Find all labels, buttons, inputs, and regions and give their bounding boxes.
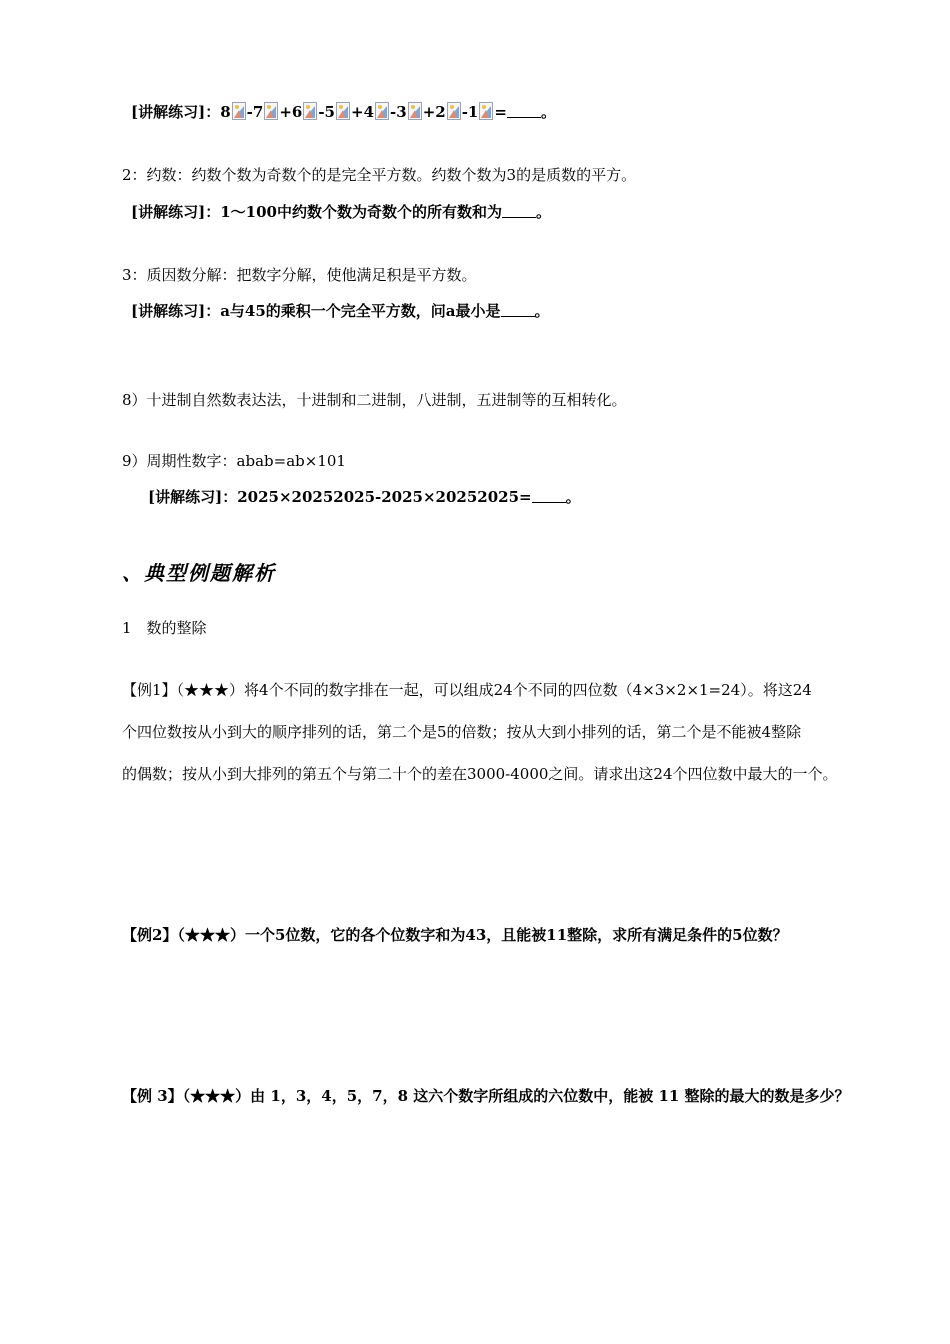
example-1-line-3: 的偶数；按从小到大排列的第五个与第二十个的差在3000-4000之间。请求出这24个四位数中最大的一个。	[122, 765, 838, 783]
point-2-text: 2：约数：约数个数为奇数个的是完全平方数。约数个数为3的是质数的平方。	[122, 166, 637, 184]
term-1: 8	[220, 103, 231, 121]
period: 。	[565, 488, 581, 506]
example-2-text: 【例2】（★★★）一个5位数，它的各个位数字和为43，且能被11整除，求所有满足条件的5位数？	[122, 926, 788, 944]
term-2: -7	[246, 103, 264, 121]
practice-text: [讲解练习]：a与45的乘积一个完全平方数，问a最小是	[131, 302, 501, 320]
point-8-text: 8）十进制自然数表达法，十进制和二进制，八进制，五进制等的互相转化。	[122, 391, 627, 409]
period: 。	[540, 103, 556, 121]
practice-1-label: [讲解练习]：	[131, 103, 221, 121]
term-3: +6	[279, 103, 303, 121]
example-3-text: 【例 3】（★★★）由 1，3，4，5，7，8 这六个数字所组成的六位数中，能被 11 整除的最大的数是多少？	[122, 1087, 850, 1105]
fraction-image-icon	[232, 102, 246, 120]
section-subheading: 1 数的整除	[122, 619, 207, 637]
term-6: -3	[390, 103, 407, 121]
period: 。	[535, 203, 551, 221]
practice-1-line	[131, 102, 556, 122]
term-9: =	[494, 103, 507, 121]
term-4: -5	[318, 103, 335, 121]
point-3-text: 3：质因数分解：把数字分解，使他满足积是平方数。	[122, 266, 477, 284]
fraction-image-icon	[375, 102, 389, 120]
section-heading: 、典型例题解析	[122, 561, 276, 585]
fraction-image-icon	[408, 102, 422, 120]
term-5: +4	[351, 103, 375, 121]
example-1-line-2: 个四位数按从小到大的顺序排列的话，第二个是5的倍数；按从大到小排列的话，第二个是不能被4整除	[122, 723, 802, 741]
example-1-line-1: 【例1】（★★★）将4个不同的数字排在一起，可以组成24个不同的四位数（4×3×2×1=24）。将这24	[122, 681, 812, 699]
practice-text: [讲解练习]：2025×20252025-2025×20252025=	[148, 488, 532, 506]
answer-blank	[532, 488, 566, 503]
term-7: +2	[422, 103, 446, 121]
point-3-practice	[131, 301, 550, 321]
fraction-image-icon	[479, 102, 493, 120]
answer-blank	[502, 203, 536, 218]
answer-blank	[501, 302, 535, 317]
point-2-practice	[131, 202, 551, 222]
period: 。	[534, 302, 550, 320]
fraction-image-icon	[336, 102, 350, 120]
point-9-text: 9）周期性数字：abab=ab×101	[122, 452, 346, 470]
answer-blank	[507, 103, 541, 118]
point-9-practice	[148, 487, 581, 507]
term-8: -1	[461, 103, 479, 121]
fraction-image-icon	[303, 102, 317, 120]
fraction-image-icon	[447, 102, 461, 120]
fraction-image-icon	[264, 102, 278, 120]
practice-text: [讲解练习]：1～100中约数个数为奇数个的所有数和为	[131, 203, 502, 221]
